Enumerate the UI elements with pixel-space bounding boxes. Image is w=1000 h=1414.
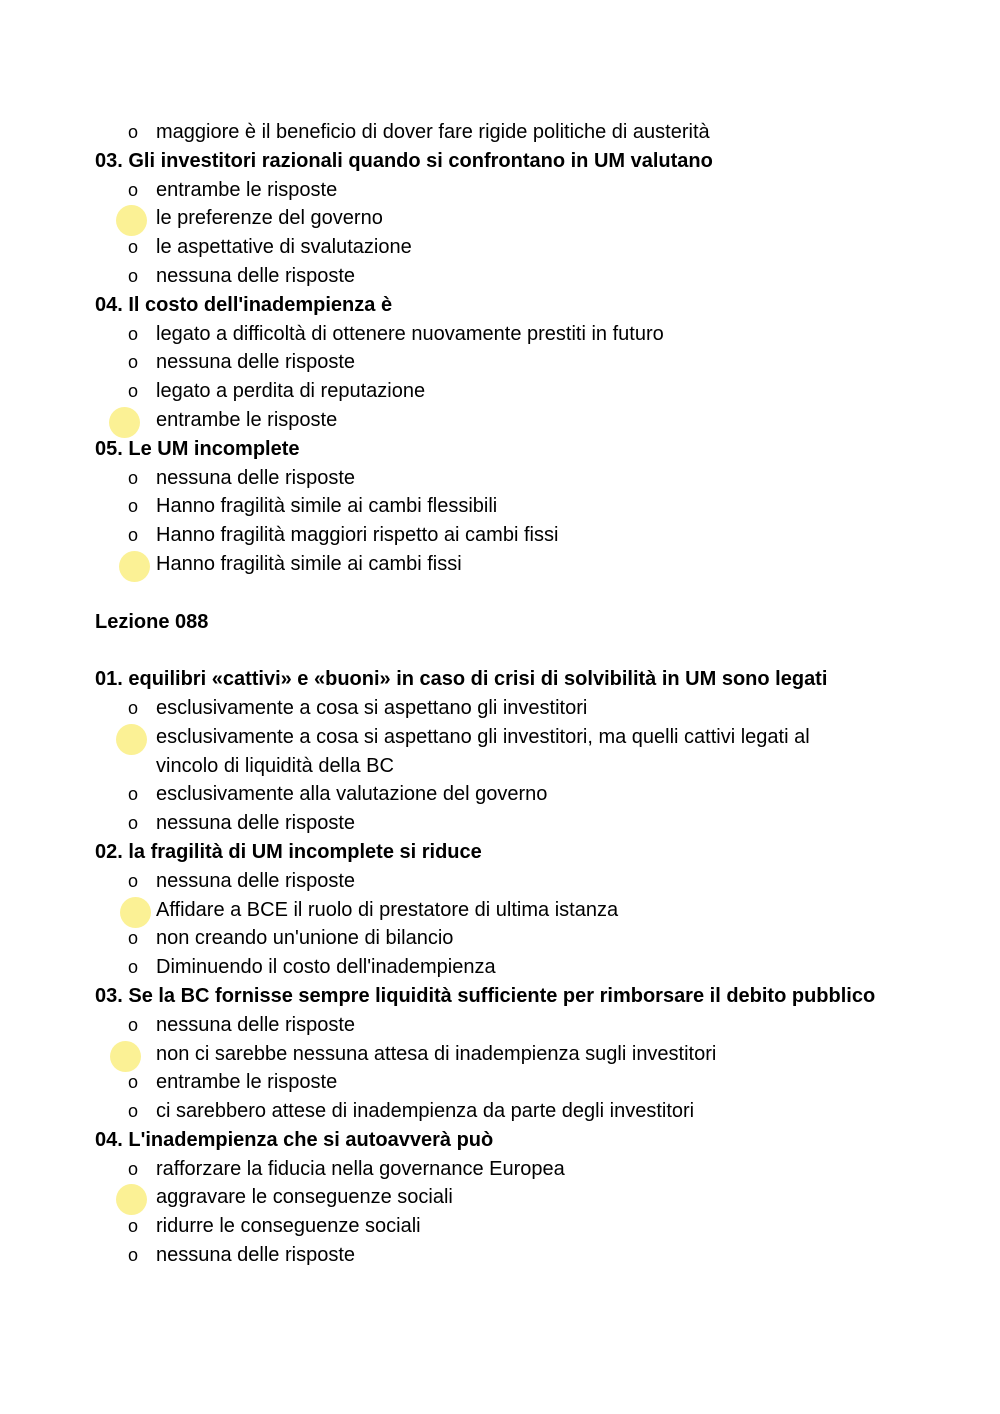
list-item xyxy=(0,262,1000,291)
question-title: 03. Se la BC fornisse sempre liquidità sufficiente per rimborsare il debito pubblico xyxy=(95,984,876,1007)
bullet-icon: o xyxy=(127,697,138,718)
list-item xyxy=(0,953,1000,982)
list-item-selected xyxy=(0,1183,1000,1212)
option-text: rafforzare la fiducia nella governance Europea xyxy=(156,1157,565,1180)
list-item xyxy=(0,1097,1000,1126)
bullet-icon: o xyxy=(127,467,138,488)
list-item-selected xyxy=(0,896,1000,925)
bullet-icon: o xyxy=(127,957,138,978)
list-item-selected xyxy=(0,550,1000,579)
highlight-circle-icon xyxy=(109,407,140,438)
spacer xyxy=(0,636,1000,665)
option-text: maggiore è il beneficio di dover fare rigide politiche di austerità xyxy=(156,121,710,143)
list-item xyxy=(0,1068,1000,1097)
bullet-icon: o xyxy=(127,1014,138,1035)
list-item xyxy=(0,377,1000,406)
option-text: aggravare le conseguenze sociali xyxy=(156,1186,453,1209)
bullet-icon: o xyxy=(127,1216,138,1237)
bullet-icon: o xyxy=(127,1101,138,1122)
list-item xyxy=(0,464,1000,493)
bullet-icon: o xyxy=(127,870,138,891)
option-text: nessuna delle risposte xyxy=(156,1244,356,1267)
bullet-icon: o xyxy=(127,265,138,286)
option-text: Affidare a BCE il ruolo di prestatore di ultima istanza xyxy=(156,898,619,921)
spacer xyxy=(0,579,1000,608)
option-text: nessuna delle risposte xyxy=(156,264,356,287)
list-item-selected xyxy=(0,406,1000,435)
option-text: nessuna delle risposte xyxy=(156,1013,356,1036)
question-title: 04. Il costo dell'inadempienza è xyxy=(95,293,393,316)
option-text: non creando un'unione di bilancio xyxy=(156,927,454,950)
highlight-circle-icon xyxy=(119,551,150,582)
option-text: esclusivamente a cosa si aspettano gli investitori xyxy=(156,696,588,719)
list-item xyxy=(0,320,1000,349)
bullet-icon: o xyxy=(127,813,138,834)
list-item xyxy=(0,780,1000,809)
bullet-icon: o xyxy=(127,928,138,949)
list-item xyxy=(0,176,1000,205)
option-text: nessuna delle risposte xyxy=(156,351,356,374)
lesson-heading: Lezione 088 xyxy=(95,610,209,633)
bullet-icon: o xyxy=(127,122,138,142)
list-item xyxy=(0,1011,1000,1040)
highlight-circle-icon xyxy=(110,1041,141,1072)
list-item-selected xyxy=(0,1040,1000,1069)
option-text: esclusivamente alla valutazione del governo xyxy=(156,783,548,806)
bullet-icon: o xyxy=(127,352,138,373)
list-item xyxy=(0,924,1000,953)
option-text: Diminuendo il costo dell'inadempienza xyxy=(156,956,496,979)
list-item xyxy=(0,521,1000,550)
option-text: non ci sarebbe nessuna attesa di inadempienza sugli investitori xyxy=(156,1042,717,1065)
option-text: ridurre le conseguenze sociali xyxy=(156,1215,421,1238)
list-item xyxy=(0,867,1000,896)
list-item xyxy=(0,492,1000,521)
list-item xyxy=(0,348,1000,377)
bullet-icon: o xyxy=(127,179,138,200)
option-text: nessuna delle risposte xyxy=(156,812,356,835)
question-title: 04. L'inadempienza che si autoavverà può xyxy=(95,1128,494,1151)
option-text: legato a perdita di reputazione xyxy=(156,380,426,403)
option-text: le preferenze del governo xyxy=(156,207,383,230)
option-text: Hanno fragilità simile ai cambi flessibili xyxy=(156,495,498,518)
question-title: 01. equilibri «cattivi» e «buoni» in caso di crisi di solvibilità in UM sono legati xyxy=(95,668,828,691)
document-page xyxy=(0,118,1000,1270)
list-item-selected xyxy=(0,723,876,781)
list-item xyxy=(0,118,1000,147)
bullet-icon: o xyxy=(127,525,138,546)
list-item xyxy=(0,233,1000,262)
list-item xyxy=(0,809,1000,838)
list-item xyxy=(0,1212,1000,1241)
option-text: nessuna delle risposte xyxy=(156,466,356,489)
option-text: legato a difficoltà di ottenere nuovamente prestiti in futuro xyxy=(156,322,664,345)
list-item-selected xyxy=(0,204,1000,233)
bullet-icon: o xyxy=(127,237,138,258)
option-text: entrambe le risposte xyxy=(156,1071,338,1094)
option-text: nessuna delle risposte xyxy=(156,869,356,892)
highlight-circle-icon xyxy=(116,724,147,755)
option-text: Hanno fragilità maggiori rispetto ai cambi fissi xyxy=(156,524,559,547)
question-title: 02. la fragilità di UM incomplete si riduce xyxy=(95,840,482,863)
bullet-icon: o xyxy=(127,1072,138,1093)
bullet-icon: o xyxy=(127,323,138,344)
bullet-icon: o xyxy=(127,1158,138,1179)
highlight-circle-icon xyxy=(120,897,151,928)
option-text: esclusivamente a cosa si aspettano gli investitori, ma quelli cattivi legati al vincolo di liquidità della BC xyxy=(156,725,810,777)
question-title: 03. Gli investitori razionali quando si confrontano in UM valutano xyxy=(95,149,713,172)
question-title: 05. Le UM incomplete xyxy=(95,437,300,460)
bullet-icon: o xyxy=(127,1245,138,1266)
highlight-circle-icon xyxy=(116,205,147,236)
list-item xyxy=(0,694,1000,723)
option-text: Hanno fragilità simile ai cambi fissi xyxy=(156,552,462,575)
list-item xyxy=(0,1155,1000,1184)
highlight-circle-icon xyxy=(116,1184,147,1215)
bullet-icon: o xyxy=(127,496,138,517)
option-text: entrambe le risposte xyxy=(156,178,338,201)
bullet-icon: o xyxy=(127,381,138,402)
option-text: ci sarebbero attese di inadempienza da parte degli investitori xyxy=(156,1100,695,1123)
option-text: entrambe le risposte xyxy=(156,408,338,431)
bullet-icon: o xyxy=(127,784,138,805)
option-text: le aspettative di svalutazione xyxy=(156,236,412,259)
list-item xyxy=(0,1241,1000,1270)
